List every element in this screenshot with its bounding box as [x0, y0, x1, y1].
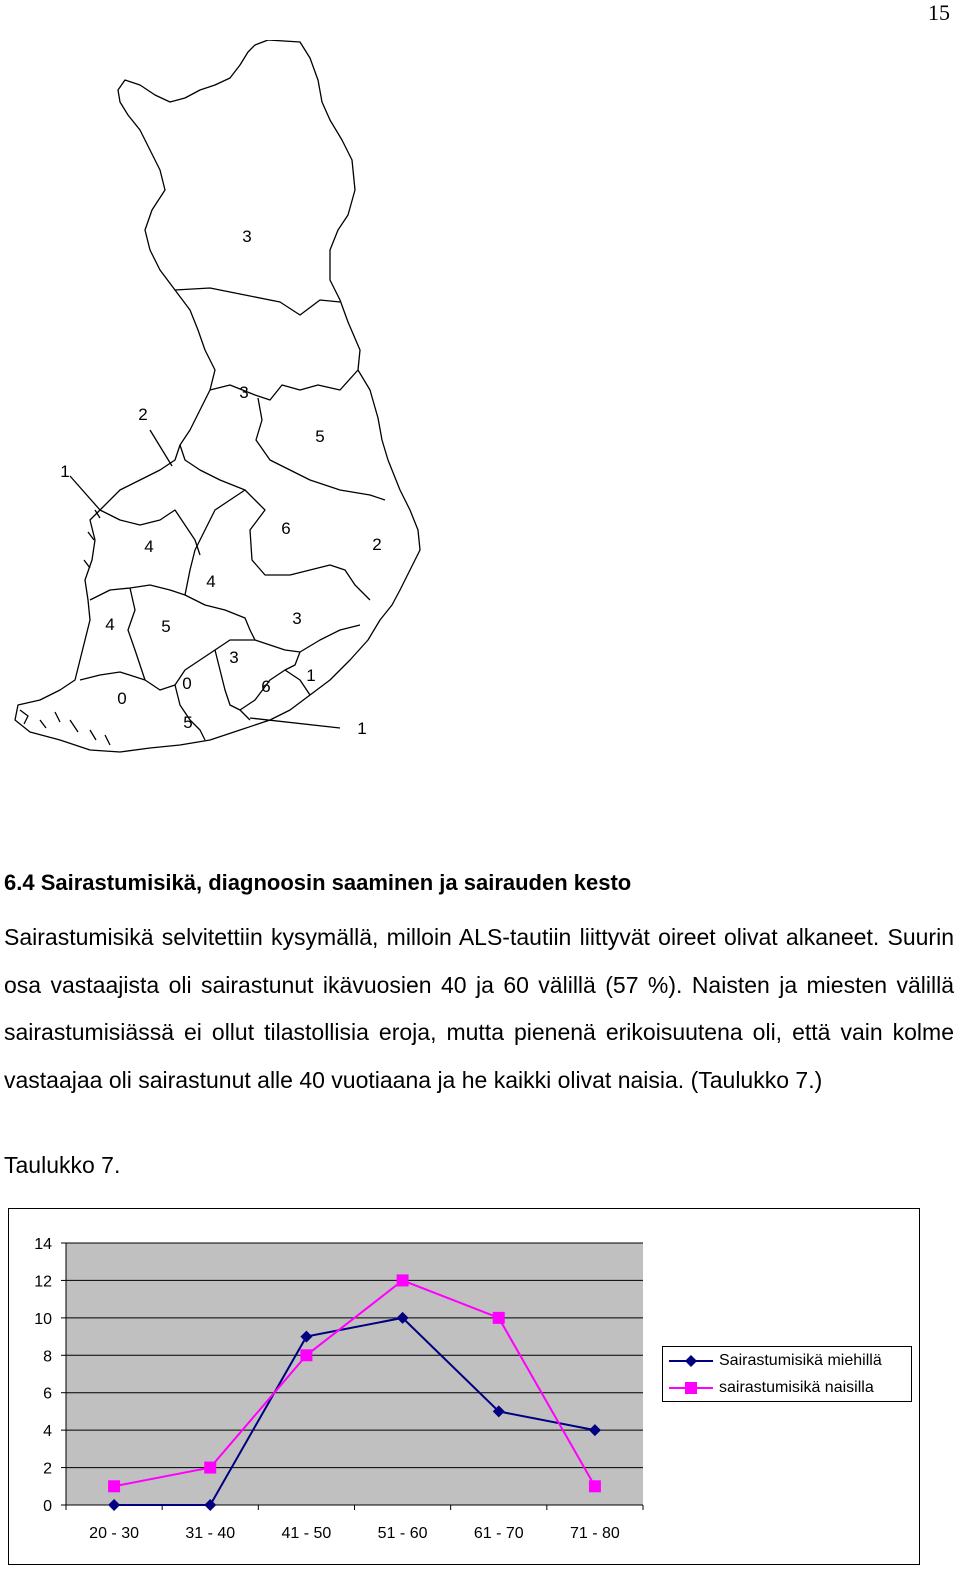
data-point-women: [300, 1349, 312, 1361]
legend-marker-square-icon: [669, 1381, 713, 1395]
map-label: 4: [105, 615, 115, 634]
x-tick-label: 20 - 30: [89, 1525, 139, 1542]
legend-marker-diamond-icon: [669, 1354, 713, 1368]
legend-label: Sairastumisikä miehillä: [719, 1352, 882, 1369]
y-tick-label: 2: [43, 1460, 52, 1478]
data-point-women: [397, 1274, 409, 1286]
x-tick-label: 51 - 60: [377, 1525, 428, 1542]
legend-label: sairastumisikä naisilla: [719, 1379, 874, 1396]
map-label: 4: [144, 537, 154, 556]
y-tick-label: 8: [43, 1348, 52, 1366]
map-label: 6: [281, 519, 291, 538]
data-point-women: [108, 1480, 120, 1492]
section-heading: 6.4 Sairastumisikä, diagnoosin saaminen ja sairauden kesto: [4, 870, 632, 895]
map-label: 1: [357, 719, 367, 738]
y-tick-label: 12: [34, 1273, 52, 1291]
map-label: 4: [206, 572, 216, 591]
map-label: 6: [261, 677, 271, 696]
legend-item-men: [669, 1350, 882, 1372]
map-label: 0: [117, 689, 127, 708]
map-label: 3: [242, 227, 252, 246]
map-label: 3: [292, 609, 302, 628]
x-tick-label: 71 - 80: [570, 1525, 620, 1542]
map-label: 3: [239, 383, 249, 402]
map-label: 0: [182, 674, 192, 693]
y-tick-label: 6: [43, 1385, 52, 1403]
map-label: 5: [183, 713, 193, 732]
map-label: 1: [306, 666, 316, 685]
map-label: 5: [161, 617, 171, 636]
legend-item-women: [669, 1377, 874, 1399]
map-label: 1: [60, 462, 70, 481]
x-tick-label: 31 - 40: [185, 1525, 236, 1542]
table-caption: Taulukko 7.: [4, 1152, 121, 1178]
y-tick-label: 14: [34, 1236, 52, 1253]
x-tick-label: 61 - 70: [473, 1525, 524, 1542]
data-point-women: [493, 1312, 505, 1324]
plot-area: [66, 1243, 643, 1505]
map-label: 2: [372, 535, 382, 554]
data-point-women: [589, 1480, 601, 1492]
data-point-women: [204, 1462, 216, 1474]
page-number: 15: [928, 0, 950, 25]
y-tick-label: 0: [43, 1498, 52, 1515]
x-tick-label: 41 - 50: [281, 1525, 332, 1542]
map-label: 5: [315, 427, 325, 446]
map-label: 3: [229, 648, 239, 667]
map-label: 2: [138, 405, 148, 424]
y-tick-label: 4: [43, 1423, 52, 1441]
y-tick-label: 10: [34, 1310, 52, 1328]
body-paragraph: Sairastumisikä selvitettiin kysymällä, milloin ALS-tautiin liittyvät oireet olivat alkaneet. Suurin osa vastaajista oli sairastunut ikävuosien 40 ja 60 välillä (57 %). Naisten ja miesten välillä sairastumisiässä ei ollut tilastollisia eroja, mutta pienenä erikoisuutena oli, että vain kolme vastaajaa oli sairastunut alle 40 vuotiaana ja he kaikki olivat naisia. (Taulukko 7.): [4, 924, 954, 1093]
chart-legend: [662, 1346, 912, 1402]
